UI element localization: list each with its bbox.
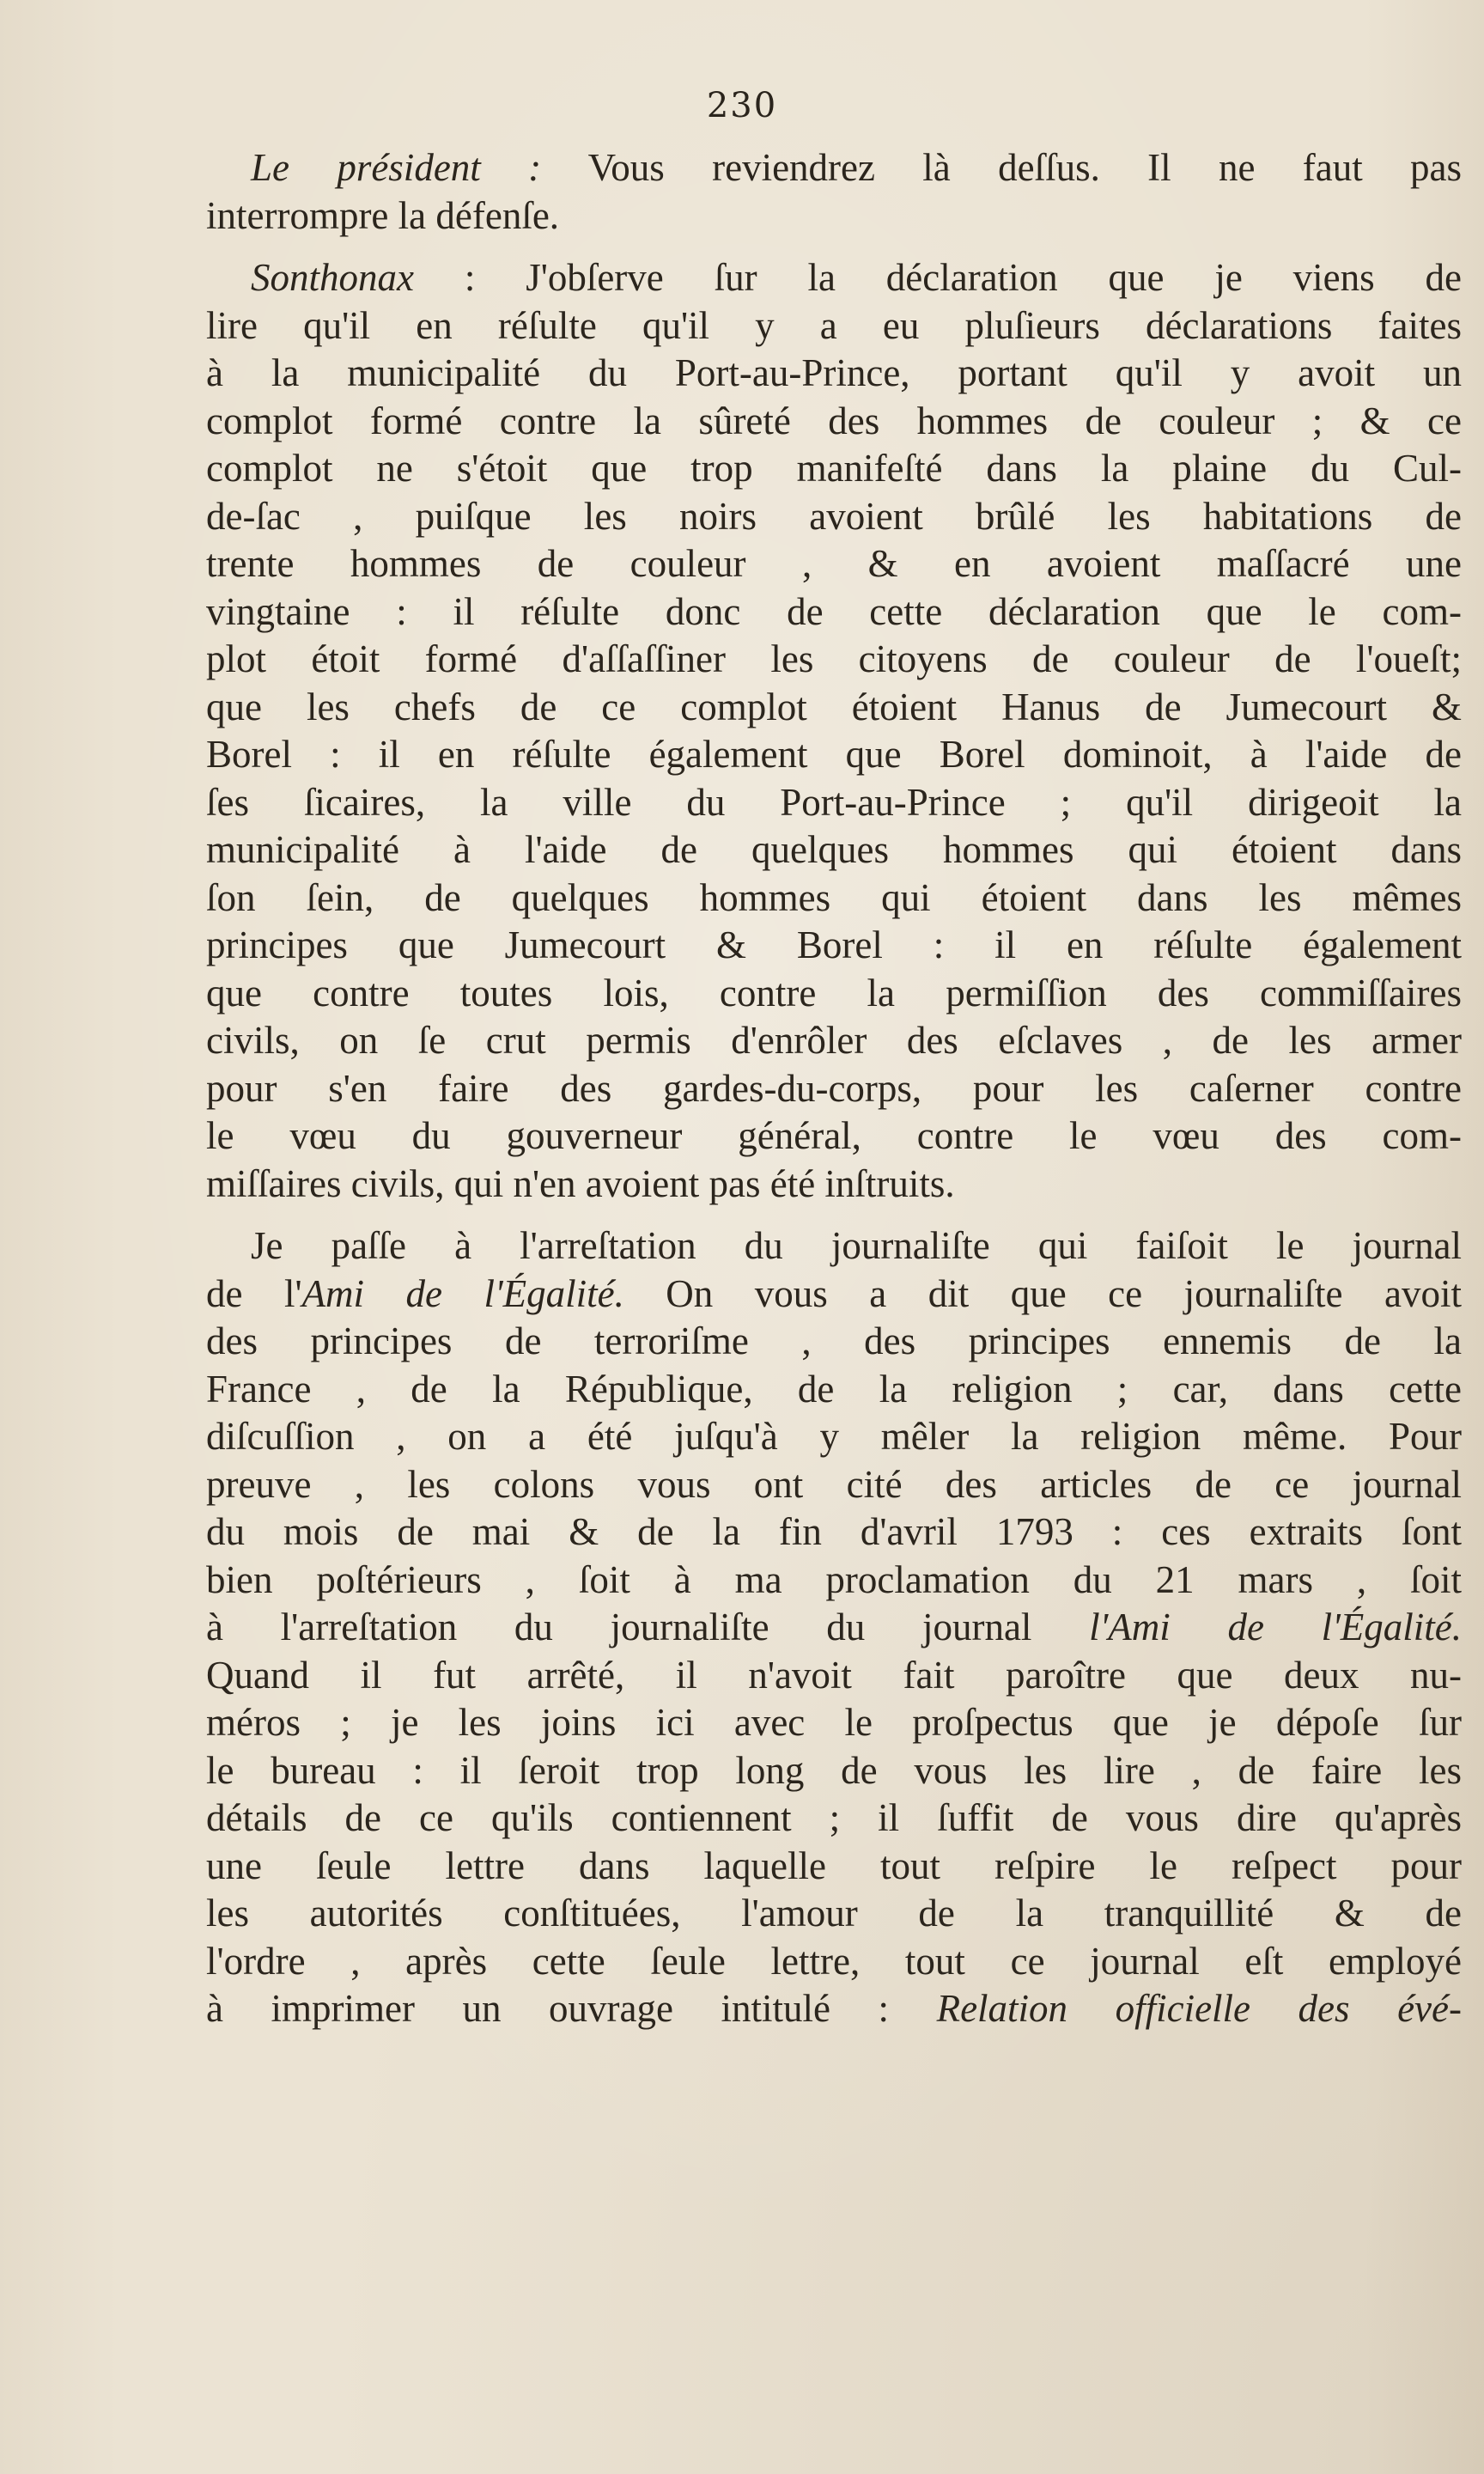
text-segment: miſſaires civils, qui n'en avoient pas été inſtruits. bbox=[206, 1161, 955, 1205]
text-line bbox=[206, 1222, 1462, 1271]
text-segment: ſes ſicaires, la ville du Port-au-Prince ; qu'il dirigeoit la bbox=[206, 780, 1462, 824]
text-segment: de-ſac , puiſque les noirs avoient brûlé les habitations de bbox=[206, 494, 1462, 538]
text-line bbox=[206, 350, 1462, 398]
italic-text: Ami de l'Égalité. bbox=[301, 1271, 624, 1315]
text-segment: que les chefs de ce complot étoient Hanus de Jumecourt & bbox=[206, 685, 1462, 728]
italic-text: Relation officielle des évé- bbox=[936, 1987, 1462, 2030]
text-line bbox=[206, 192, 1462, 241]
text-line bbox=[206, 1890, 1462, 1938]
text-line bbox=[206, 1652, 1462, 1700]
text-segment: le bureau : il ſeroit trop long de vous les lire , de faire les bbox=[206, 1748, 1462, 1792]
text-segment: preuve , les colons vous ont cité des articles de ce journal bbox=[206, 1462, 1462, 1506]
text-line bbox=[206, 1271, 1462, 1319]
text-line bbox=[206, 731, 1462, 779]
text-segment: une ſeule lettre dans laquelle tout reſpire le reſpect pour bbox=[206, 1843, 1462, 1887]
text-segment: plot étoit formé d'aſſaſſiner les citoyens de couleur de l'oueſt; bbox=[206, 637, 1462, 680]
text-line bbox=[206, 254, 1462, 302]
paragraph-gap bbox=[206, 240, 1462, 254]
text-line bbox=[206, 1318, 1462, 1366]
text-line bbox=[206, 636, 1462, 684]
text-line bbox=[206, 1112, 1462, 1161]
text-segment: On vous a dit que ce journaliſte avoit bbox=[623, 1271, 1462, 1315]
text-segment: civils, on ſe crut permis d'enrôler des eſclaves , de les armer bbox=[206, 1019, 1462, 1062]
text-line bbox=[206, 540, 1462, 588]
text-line bbox=[206, 1508, 1462, 1557]
text-line bbox=[206, 826, 1462, 874]
text-line bbox=[206, 1843, 1462, 1891]
text-segment: que contre toutes lois, contre la permiſſion des commiſſaires bbox=[206, 971, 1462, 1015]
text-line bbox=[206, 1461, 1462, 1509]
italic-text: Sonthonax bbox=[251, 256, 414, 299]
text-line bbox=[206, 302, 1462, 350]
text-segment: Je paſſe à l'arreſtation du journaliſte qui faiſoit le journal bbox=[251, 1224, 1462, 1267]
text-segment: Quand il fut arrêté, il n'avoit fait paroître que deux nu- bbox=[206, 1653, 1462, 1697]
text-line bbox=[206, 1747, 1462, 1795]
text-line bbox=[206, 1017, 1462, 1065]
text-segment: du mois de mai & de la fin d'avril 1793 : ces extraits ſont bbox=[206, 1510, 1462, 1553]
text-line bbox=[206, 970, 1462, 1018]
text-segment: à l'arreſtation du journaliſte du journal bbox=[206, 1606, 1090, 1648]
text-line bbox=[206, 1161, 1462, 1209]
text-segment: bien poſtérieurs , ſoit à ma proclamation du 21 mars , ſoit bbox=[206, 1557, 1462, 1601]
text-segment: diſcuſſion , on a été juſqu'à y mêler la religion même. Pour bbox=[206, 1415, 1462, 1458]
text-segment: municipalité à l'aide de quelques hommes qui étoient dans bbox=[206, 828, 1462, 871]
page-number: 230 bbox=[706, 86, 778, 125]
text-segment: pour s'en faire des gardes-du-corps, pour les caſerner contre bbox=[206, 1066, 1462, 1110]
text-segment: Vous reviendrez là deſſus. Il ne faut pas bbox=[541, 146, 1462, 189]
text-segment: complot formé contre la sûreté des hommes de couleur ; & ce bbox=[206, 399, 1462, 442]
text-line bbox=[206, 1985, 1462, 2033]
text-line bbox=[206, 1366, 1462, 1414]
text-segment: de l' bbox=[206, 1271, 302, 1315]
body-text bbox=[206, 144, 1462, 2033]
text-line bbox=[206, 874, 1462, 923]
text-line bbox=[206, 779, 1462, 827]
text-line bbox=[206, 144, 1462, 192]
text-line bbox=[206, 684, 1462, 732]
text-segment: lire qu'il en réſulte qu'il y a eu pluſieurs déclarations faites bbox=[206, 303, 1462, 347]
text-segment: Borel : il en réſulte également que Borel dominoit, à l'aide de bbox=[206, 733, 1462, 776]
text-segment: vingtaine : il réſulte donc de cette déclaration que le com- bbox=[206, 589, 1462, 633]
text-line bbox=[206, 1795, 1462, 1843]
text-segment: détails de ce qu'ils contiennent ; il ſuffit de vous dire qu'après bbox=[206, 1796, 1462, 1839]
text-line bbox=[206, 445, 1462, 493]
text-line bbox=[206, 1065, 1462, 1113]
text-segment: les autorités conſtituées, l'amour de la tranquillité & de bbox=[206, 1892, 1462, 1935]
text-segment: l'ordre , après cette ſeule lettre, tout ce journal eſt employé bbox=[206, 1939, 1462, 1983]
italic-text: l'Ami de l'Égalité. bbox=[1089, 1606, 1463, 1648]
text-segment: à imprimer un ouvrage intitulé : bbox=[206, 1987, 937, 2030]
text-segment: France , de la République, de la religion ; car, dans cette bbox=[206, 1367, 1462, 1411]
text-line bbox=[206, 1413, 1462, 1461]
text-line bbox=[206, 922, 1462, 970]
text-segment: à la municipalité du Port-au-Prince, portant qu'il y avoit un bbox=[206, 351, 1462, 394]
text-line bbox=[206, 1699, 1462, 1747]
text-line bbox=[206, 1604, 1462, 1652]
text-segment: ſon ſein, de quelques hommes qui étoient dans les mêmes bbox=[206, 875, 1462, 919]
text-segment: méros ; je les joins ici avec le proſpectus que je dépoſe ſur bbox=[206, 1701, 1462, 1744]
text-line bbox=[206, 1938, 1462, 1986]
text-segment: des principes de terroriſme , des principes ennemis de la bbox=[206, 1319, 1462, 1362]
text-line bbox=[206, 588, 1462, 637]
text-segment: interrompre la défenſe. bbox=[206, 193, 560, 237]
text-line bbox=[206, 493, 1462, 541]
text-line bbox=[206, 398, 1462, 446]
italic-text: Le président : bbox=[251, 146, 542, 189]
text-segment: principes que Jumecourt & Borel : il en réſulte également bbox=[206, 923, 1462, 966]
text-line bbox=[206, 1557, 1462, 1605]
text-segment: le vœu du gouverneur général, contre le vœu des com- bbox=[206, 1114, 1462, 1157]
paragraph-gap bbox=[206, 1208, 1462, 1222]
text-segment: : J'obſerve ſur la déclaration que je viens de bbox=[413, 256, 1462, 299]
text-segment: complot ne s'étoit que trop manifeſté dans la plaine du Cul- bbox=[206, 447, 1462, 490]
text-segment: trente hommes de couleur , & en avoient maſſacré une bbox=[206, 542, 1462, 585]
